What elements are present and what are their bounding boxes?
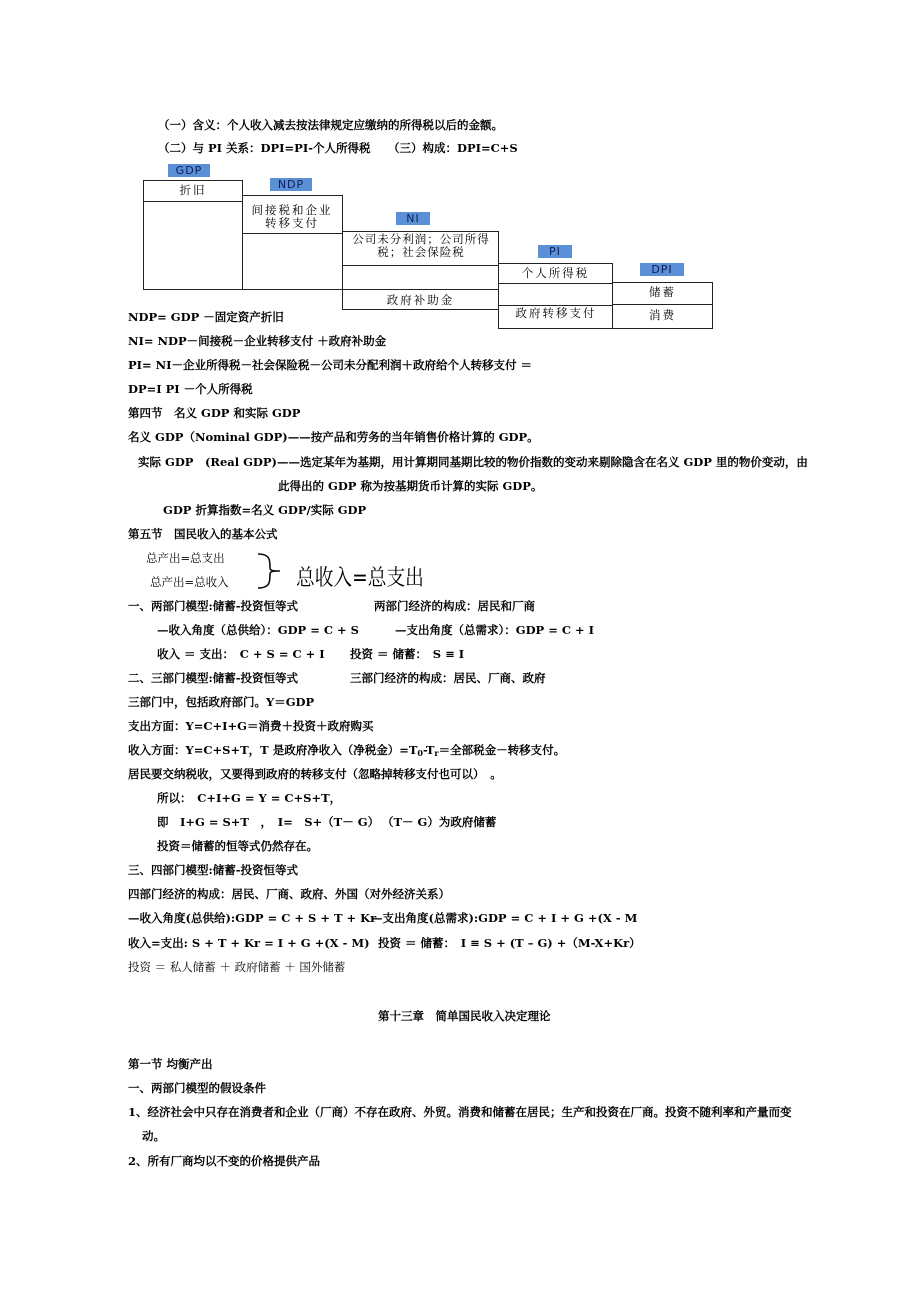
gdp-divider [143, 201, 243, 202]
ni-subsidy: 政府补助金 [386, 293, 455, 307]
income-text-c: ＝全部税金－转移支付。 [438, 743, 566, 757]
four-sector-invest-eq: 投资 ＝ 储蓄： I ≡ S + (T – G) +（M-X+Kr） [378, 936, 641, 950]
section-4-title: 第四节 名义 GDP 和实际 GDP [128, 406, 301, 420]
gdp-depreciation: 折旧 [179, 183, 207, 197]
identity-still-holds: 投资＝储蓄的恒等式仍然存在。 [157, 839, 318, 853]
two-sector-income-view: —收入角度（总供给）：GDP = C + S [157, 623, 359, 637]
dpi-composition: （三）构成：DPI=C+S [388, 141, 518, 155]
four-sector-expend-view: —支出角度(总需求):GDP = C + I + G +(X - M [371, 911, 638, 925]
four-sector-income-eq: 收入=支出: S + T + Kr = I + G +(X - M) [128, 936, 370, 950]
income-text-a: 收入方面：Y=C+S+T，T 是政府净收入（净税金）=T [128, 743, 418, 757]
two-sector-title: 一、两部门模型:储蓄-投资恒等式 [128, 599, 299, 613]
two-sector-income-eq: 收入 ＝ 支出： C + S = C + I [157, 647, 325, 661]
pi-income-tax: 个人所得税 [521, 266, 590, 280]
income-equals-expenditure: 总收入=总支出 [296, 566, 424, 591]
nominal-gdp-def: 名义 GDP（Nominal GDP)——按产品和劳务的当年销售价格计算的 GDP。 [128, 430, 539, 444]
ch13-assumption-2: 2、所有厂商均以不变的价格提供产品 [128, 1154, 320, 1168]
ni-corporate-items: 公司未分利润；公司所得税；社会保险税 [352, 232, 490, 259]
subscript-0: 0 [417, 748, 423, 758]
formula-dpi: DP=I PI －个人所得税 [128, 382, 253, 396]
government-saving: （T－ G）为政府储蓄 [382, 815, 497, 829]
gdp-deflator: GDP 折算指数=名义 GDP/实际 GDP [163, 503, 367, 517]
four-sector-income-view: —收入角度(总供给):GDP = C + S + T + Kr [128, 911, 377, 925]
two-sector-expend-view: —支出角度（总需求）：GDP = C + I [395, 623, 595, 637]
pi-tag: PI [538, 245, 572, 258]
three-sector-identity: 即 I+G = S+T ， I= S+（T－ G） [157, 815, 380, 829]
ndp-divider [242, 233, 343, 234]
subscript-r: r [434, 748, 439, 758]
formula-ni: NI= NDP－间接税－企业转移支付 ＋政府补助金 [128, 334, 387, 348]
ni-divider-1 [342, 265, 499, 266]
formula-ndp: NDP= GDP －固定资产折旧 [128, 310, 284, 324]
chapter-13-title: 第十三章 简单国民收入决定理论 [378, 1009, 551, 1023]
formula-pi: PI= NI－企业所得税－社会保险税－公司未分配利润＋政府给个人转移支付 ＝ [128, 358, 533, 372]
dpi-saving: 储蓄 [649, 285, 676, 299]
dpi-pi-relation: （二）与 PI 关系：DPI=PI-个人所得税 [158, 141, 371, 155]
ch13-assumption-1-cont: 动。 [142, 1129, 165, 1143]
real-gdp-def-2: 此得出的 GDP 称为按基期货币计算的实际 GDP。 [278, 479, 543, 493]
three-sector-so: 所以： C+I+G = Y = C+S+T， [157, 791, 342, 805]
four-sector-title: 三、四部门模型:储蓄-投资恒等式 [128, 863, 299, 877]
dpi-tag: DPI [640, 263, 684, 276]
brace-line-2: 总产出=总收入 [150, 575, 229, 589]
ni-tag: NI [396, 212, 430, 225]
three-sector-gov: 三部门中，包括政府部门。Y＝GDP [128, 695, 315, 709]
ch13-section-1: 第一节 均衡产出 [128, 1057, 213, 1071]
dpi-divider [612, 304, 713, 305]
dpi-consumption: 消费 [649, 308, 676, 322]
real-gdp-def-1: 实际 GDP (Real GDP)——选定某年为基期，用计算期同基期比较的物价指数的变动来剔除隐含在名义 GDP 里的物价变动，由 [138, 455, 808, 469]
three-sector-expenditure: 支出方面：Y=C+I+G＝消费＋投资＋政府购买 [128, 719, 374, 733]
brace-line-1: 总产出=总支出 [146, 551, 225, 565]
ni-divider-2 [342, 289, 499, 290]
four-sector-composition: 四部门经济的构成：居民、厂商、政府、外国（对外经济关系） [128, 887, 450, 901]
ch13-assumptions-title: 一、两部门模型的假设条件 [128, 1081, 266, 1095]
ndp-tag: NDP [270, 178, 312, 191]
three-sector-income [128, 743, 565, 760]
four-sector-saving-sum: 投资 ＝ 私人储蓄 ＋ 政府储蓄 ＋ 国外储蓄 [128, 960, 346, 974]
pi-divider-1 [498, 283, 613, 284]
two-sector-composition: 两部门经济的构成：居民和厂商 [374, 599, 535, 613]
curly-brace-icon [254, 552, 294, 590]
income-text-b: -T [422, 743, 435, 757]
ndp-indirect-tax: 间接税和企业转移支付 [251, 203, 333, 230]
dpi-meaning: （一）含义：个人收入减去按法律规定应缴纳的所得税以后的金额。 [158, 118, 503, 132]
three-sector-title: 二、三部门模型:储蓄-投资恒等式 [128, 671, 299, 685]
section-5-title: 第五节 国民收入的基本公式 [128, 527, 278, 541]
two-sector-invest-eq: 投资 ＝ 储蓄： S ≡ I [350, 647, 465, 661]
three-sector-composition: 三部门经济的构成：居民、厂商、政府 [350, 671, 546, 685]
ch13-assumption-1: 1、经济社会中只存在消费者和企业（厂商）不存在政府、外贸。消费和储蓄在居民；生产和投资在厂商。投资不随利率和产量而变 [128, 1105, 792, 1119]
pi-transfer: 政府转移支付 [515, 306, 597, 320]
gdp-tag: GDP [168, 164, 210, 177]
three-sector-resident: 居民要交纳税收，又要得到政府的转移支付（忽略掉转移支付也可以） 。 [128, 767, 502, 781]
